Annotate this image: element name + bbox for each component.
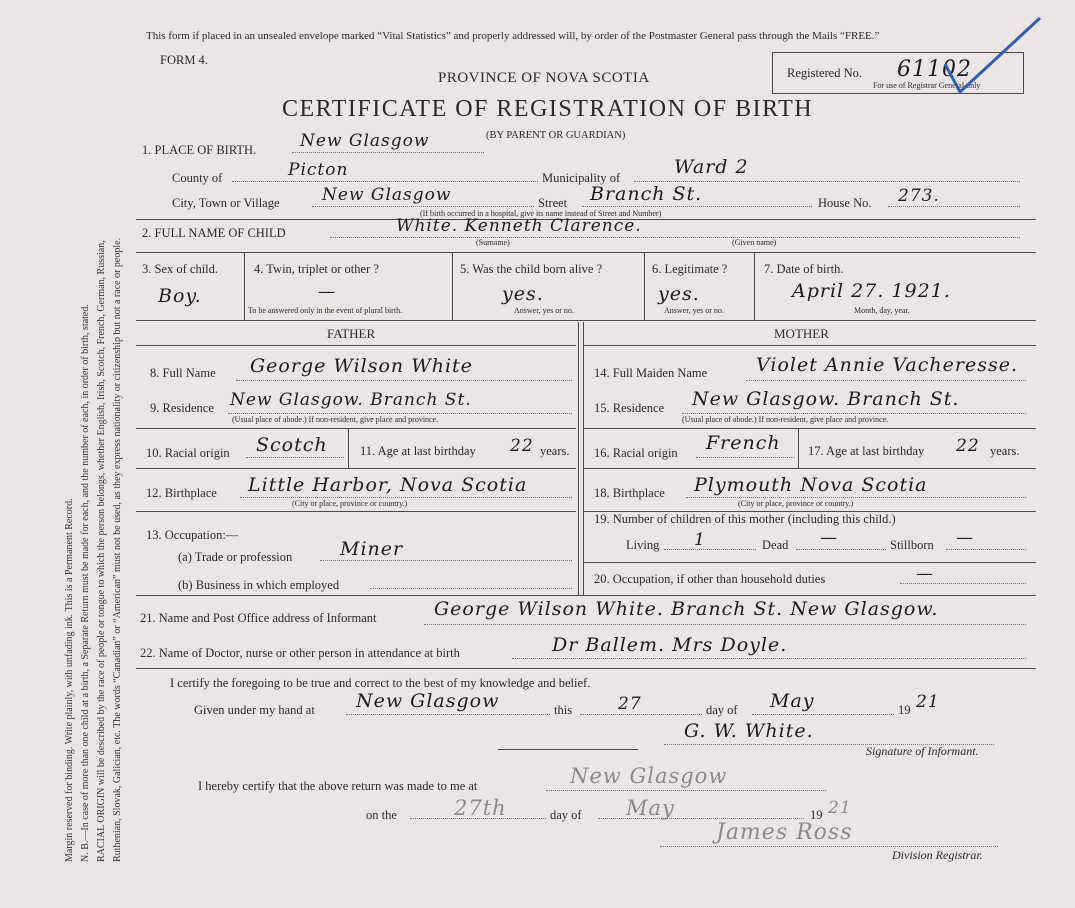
mother-birthplace-note: (City or place, province or country.) (738, 499, 854, 508)
legitimate-note: Answer, yes or no. (664, 306, 724, 315)
registrar-day: 27th (454, 796, 507, 820)
mother-race-value: French (706, 432, 781, 454)
twin-note: To be answered only in the event of plural birth. (248, 306, 403, 315)
father-years-label: years. (540, 444, 570, 458)
father-age-label: 11. Age at last birthday (360, 444, 476, 458)
informant-label: 21. Name and Post Office address of Informant (140, 611, 377, 625)
birth-date-label: 7. Date of birth. (764, 262, 844, 276)
father-header: FATHER (327, 326, 376, 341)
mother-residence-label: 15. Residence (594, 401, 665, 415)
province-heading: PROVINCE OF NOVA SCOTIA (438, 70, 650, 86)
informant-signature: G. W. White. (684, 720, 814, 742)
doctor-value: Dr Ballem. Mrs Doyle. (552, 634, 788, 656)
place-of-birth-label: 1. PLACE OF BIRTH. (142, 143, 257, 157)
father-residence-label: 9. Residence (150, 401, 214, 415)
registrar-day-of-label: day of (550, 808, 582, 822)
child-name-value: White. Kenneth Clarence. (396, 216, 642, 236)
mother-header: MOTHER (774, 326, 829, 341)
legitimate-value: yes. (658, 283, 700, 305)
house-label: House No. (818, 196, 872, 210)
municipality-value: Ward 2 (674, 156, 749, 178)
this-label: this (554, 703, 573, 717)
side-note-nb: N. B.—In case of more than one child at a birth, a Separate Return must be made for each, and the number of each, in order of birth, stated. (80, 304, 91, 862)
father-business-label: (b) Business in which employed (178, 578, 340, 592)
father-birthplace-value: Little Harbor, Nova Scotia (248, 474, 528, 496)
informant-signature-caption: Signature of Informant. (866, 744, 979, 758)
living-value: 1 (694, 530, 706, 550)
mother-residence-note: (Usual place of abode.) If non-resident, give place and province. (682, 415, 889, 424)
place-of-birth-value: New Glasgow (300, 131, 430, 151)
father-trade-value: Miner (340, 538, 404, 560)
by-parent-note: (BY PARENT OR GUARDIAN) (486, 130, 626, 141)
county-value: Picton (288, 160, 349, 180)
certify-year: 21 (916, 692, 940, 712)
stillborn-value: — (956, 528, 974, 548)
dead-value: — (820, 528, 838, 548)
birth-date-value: April 27. 1921. (792, 280, 951, 302)
sex-label: 3. Sex of child. (142, 262, 219, 276)
father-birthplace-label: 12. Birthplace (146, 486, 217, 500)
birth-date-note: Month, day, year. (854, 306, 910, 315)
alive-label: 5. Was the child born alive ? (460, 262, 603, 276)
street-value: Branch St. (590, 183, 703, 205)
father-age-value: 22 (510, 436, 534, 456)
city-label: City, Town or Village (172, 196, 280, 210)
mother-age-value: 22 (956, 436, 980, 456)
father-birthplace-note: (City or place, province or country.) (292, 499, 408, 508)
certify-month: May (770, 690, 815, 712)
certify-text: I certify the foregoing to be true and correct to the best of my knowledge and belief. (170, 676, 591, 690)
father-race-label: 10. Racial origin (146, 446, 230, 460)
alive-note: Answer, yes or no. (514, 306, 574, 315)
mother-residence-value: New Glasgow. Branch St. (692, 388, 960, 410)
mother-name-value: Violet Annie Vacheresse. (756, 354, 1018, 376)
father-residence-value: New Glasgow. Branch St. (230, 390, 472, 410)
registered-number: 61102 (897, 57, 972, 82)
mother-age-label: 17. Age at last birthday (808, 444, 925, 458)
certify-day-of-label: day of (706, 703, 738, 717)
informant-value: George Wilson White. Branch St. New Glasgow. (434, 598, 939, 620)
certify-place: New Glasgow (356, 690, 500, 712)
mother-years-label: years. (990, 444, 1020, 458)
city-value: New Glasgow (322, 185, 452, 205)
father-name-value: George Wilson White (250, 355, 473, 377)
house-value: 273. (898, 186, 940, 206)
certify-year-prefix: 19 (898, 703, 911, 717)
given-label: Given under my hand at (194, 703, 315, 717)
registrar-caption: Division Registrar. (892, 848, 983, 862)
certify-day: 27 (618, 694, 642, 714)
check-mark-icon (940, 14, 1050, 114)
mother-occupation-label: 20. Occupation, if other than household duties (594, 572, 826, 586)
mother-occupation-value: — (916, 564, 934, 584)
side-note-racial: RACIAL ORIGIN will be described by the race of people or tongue to which the person belongs, whether English, Irish, Scotch, French, German, Russian, (96, 240, 107, 862)
registrar-general-note: For use of Registrar General only (873, 81, 981, 90)
registrar-year: 21 (828, 798, 852, 818)
registered-label: Registered No. (787, 66, 862, 80)
side-note-racial-2: Ruthenian, Slovak, Galician, etc. The words “Canadian” or “American” must not be used, as they express nationality or citizenship but not a race or people. (112, 237, 123, 862)
sex-value: Boy. (158, 285, 202, 307)
legitimate-label: 6. Legitimate ? (652, 262, 728, 276)
father-occupation-label: 13. Occupation:— (146, 528, 239, 542)
surname-note: (Surname) (476, 238, 510, 247)
father-race-value: Scotch (256, 434, 328, 456)
child-name-label: 2. FULL NAME OF CHILD (142, 226, 286, 240)
alive-value: yes. (502, 283, 544, 305)
street-label: Street (538, 196, 568, 210)
mother-birthplace-label: 18. Birthplace (594, 486, 665, 500)
mother-name-label: 14. Full Maiden Name (594, 366, 708, 380)
registrar-signature: James Ross (716, 820, 853, 845)
father-residence-note: (Usual place of abode.) If non-resident, give place and province. (232, 415, 439, 424)
dead-label: Dead (762, 538, 789, 552)
registrar-text: I hereby certify that the above return was made to me at (198, 779, 478, 793)
municipality-label: Municipality of (542, 171, 621, 185)
mother-children-label: 19. Number of children of this mother (including this child.) (594, 512, 896, 526)
hospital-note: (If birth occurred in a hospital, give its name instead of Street and Number) (420, 209, 662, 218)
living-label: Living (626, 538, 660, 552)
father-trade-label: (a) Trade or profession (178, 550, 293, 564)
certificate-title: CERTIFICATE OF REGISTRATION OF BIRTH (282, 96, 814, 122)
registrar-month: May (626, 796, 675, 820)
registrar-year-prefix: 19 (810, 808, 823, 822)
stillborn-label: Stillborn (890, 538, 934, 552)
father-name-label: 8. Full Name (150, 366, 216, 380)
side-note-binding: Margin reserved for binding. Write plainly, with unfading ink. This is a Permanent Record. (64, 498, 75, 862)
twin-value: — (318, 282, 336, 302)
given-name-note: (Given name) (732, 238, 777, 247)
postal-notice: This form if placed in an unsealed envelope marked “Vital Statistics” and properly addressed will, by order of the Postmaster General pass through the Mails “FREE.” (146, 30, 880, 42)
registrar-place: New Glasgow (570, 764, 728, 788)
registrar-on-label: on the (366, 808, 397, 822)
mother-birthplace-value: Plymouth Nova Scotia (694, 474, 928, 496)
form-label: FORM 4. (160, 53, 208, 67)
mother-race-label: 16. Racial origin (594, 446, 678, 460)
twin-label: 4. Twin, triplet or other ? (254, 262, 379, 276)
county-label: County of (172, 171, 223, 185)
doctor-label: 22. Name of Doctor, nurse or other person in attendance at birth (140, 646, 460, 660)
